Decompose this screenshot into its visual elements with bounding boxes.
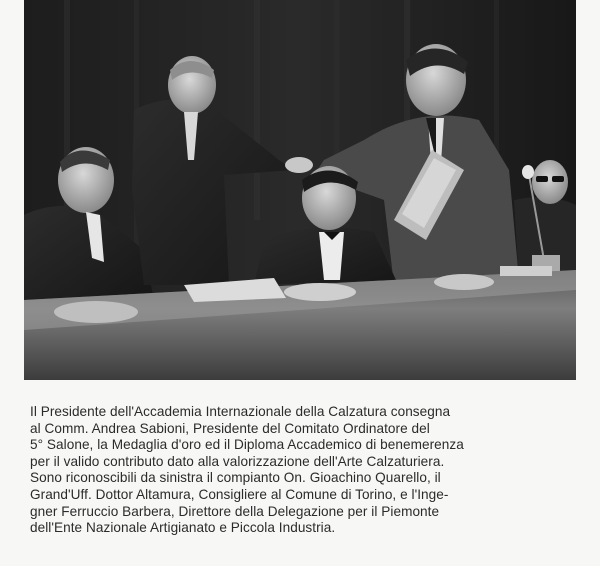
caption-line: al Comm. Andrea Sabioni, Presidente del Comitato Ordinatore del	[30, 420, 430, 436]
glass-bowl-left	[54, 301, 138, 323]
caption-line: Sono riconoscibili da sinistra il compianto On. Gioachino Quarello, il	[30, 470, 441, 486]
caption-line: dell'Ente Nazionale Artigianato e Piccola Industria.	[30, 520, 336, 536]
handshake	[285, 157, 313, 173]
glass-bowl-right	[434, 274, 494, 290]
caption-line: 5° Salone, la Medaglia d'oro ed il Diploma Accademico di benemerenza	[30, 437, 464, 453]
ceremony-photo-illustration	[24, 0, 576, 380]
caption-line: Grand'Uff. Dottor Altamura, Consigliere al Comune di Torino, e l'Inge-	[30, 486, 449, 502]
nameplate	[500, 266, 552, 276]
photo-caption	[30, 404, 582, 537]
caption-line: Il Presidente dell'Accademia Internazionale della Calzatura consegna	[30, 404, 451, 419]
caption-line: per il valido contributo dato alla valorizzazione dell'Arte Calzaturiera.	[30, 453, 445, 469]
ceremony-photo	[24, 0, 576, 380]
glass-bowl-center	[284, 283, 356, 301]
caption-line: gner Ferruccio Barbera, Direttore della Delegazione per il Piemonte	[30, 503, 440, 519]
